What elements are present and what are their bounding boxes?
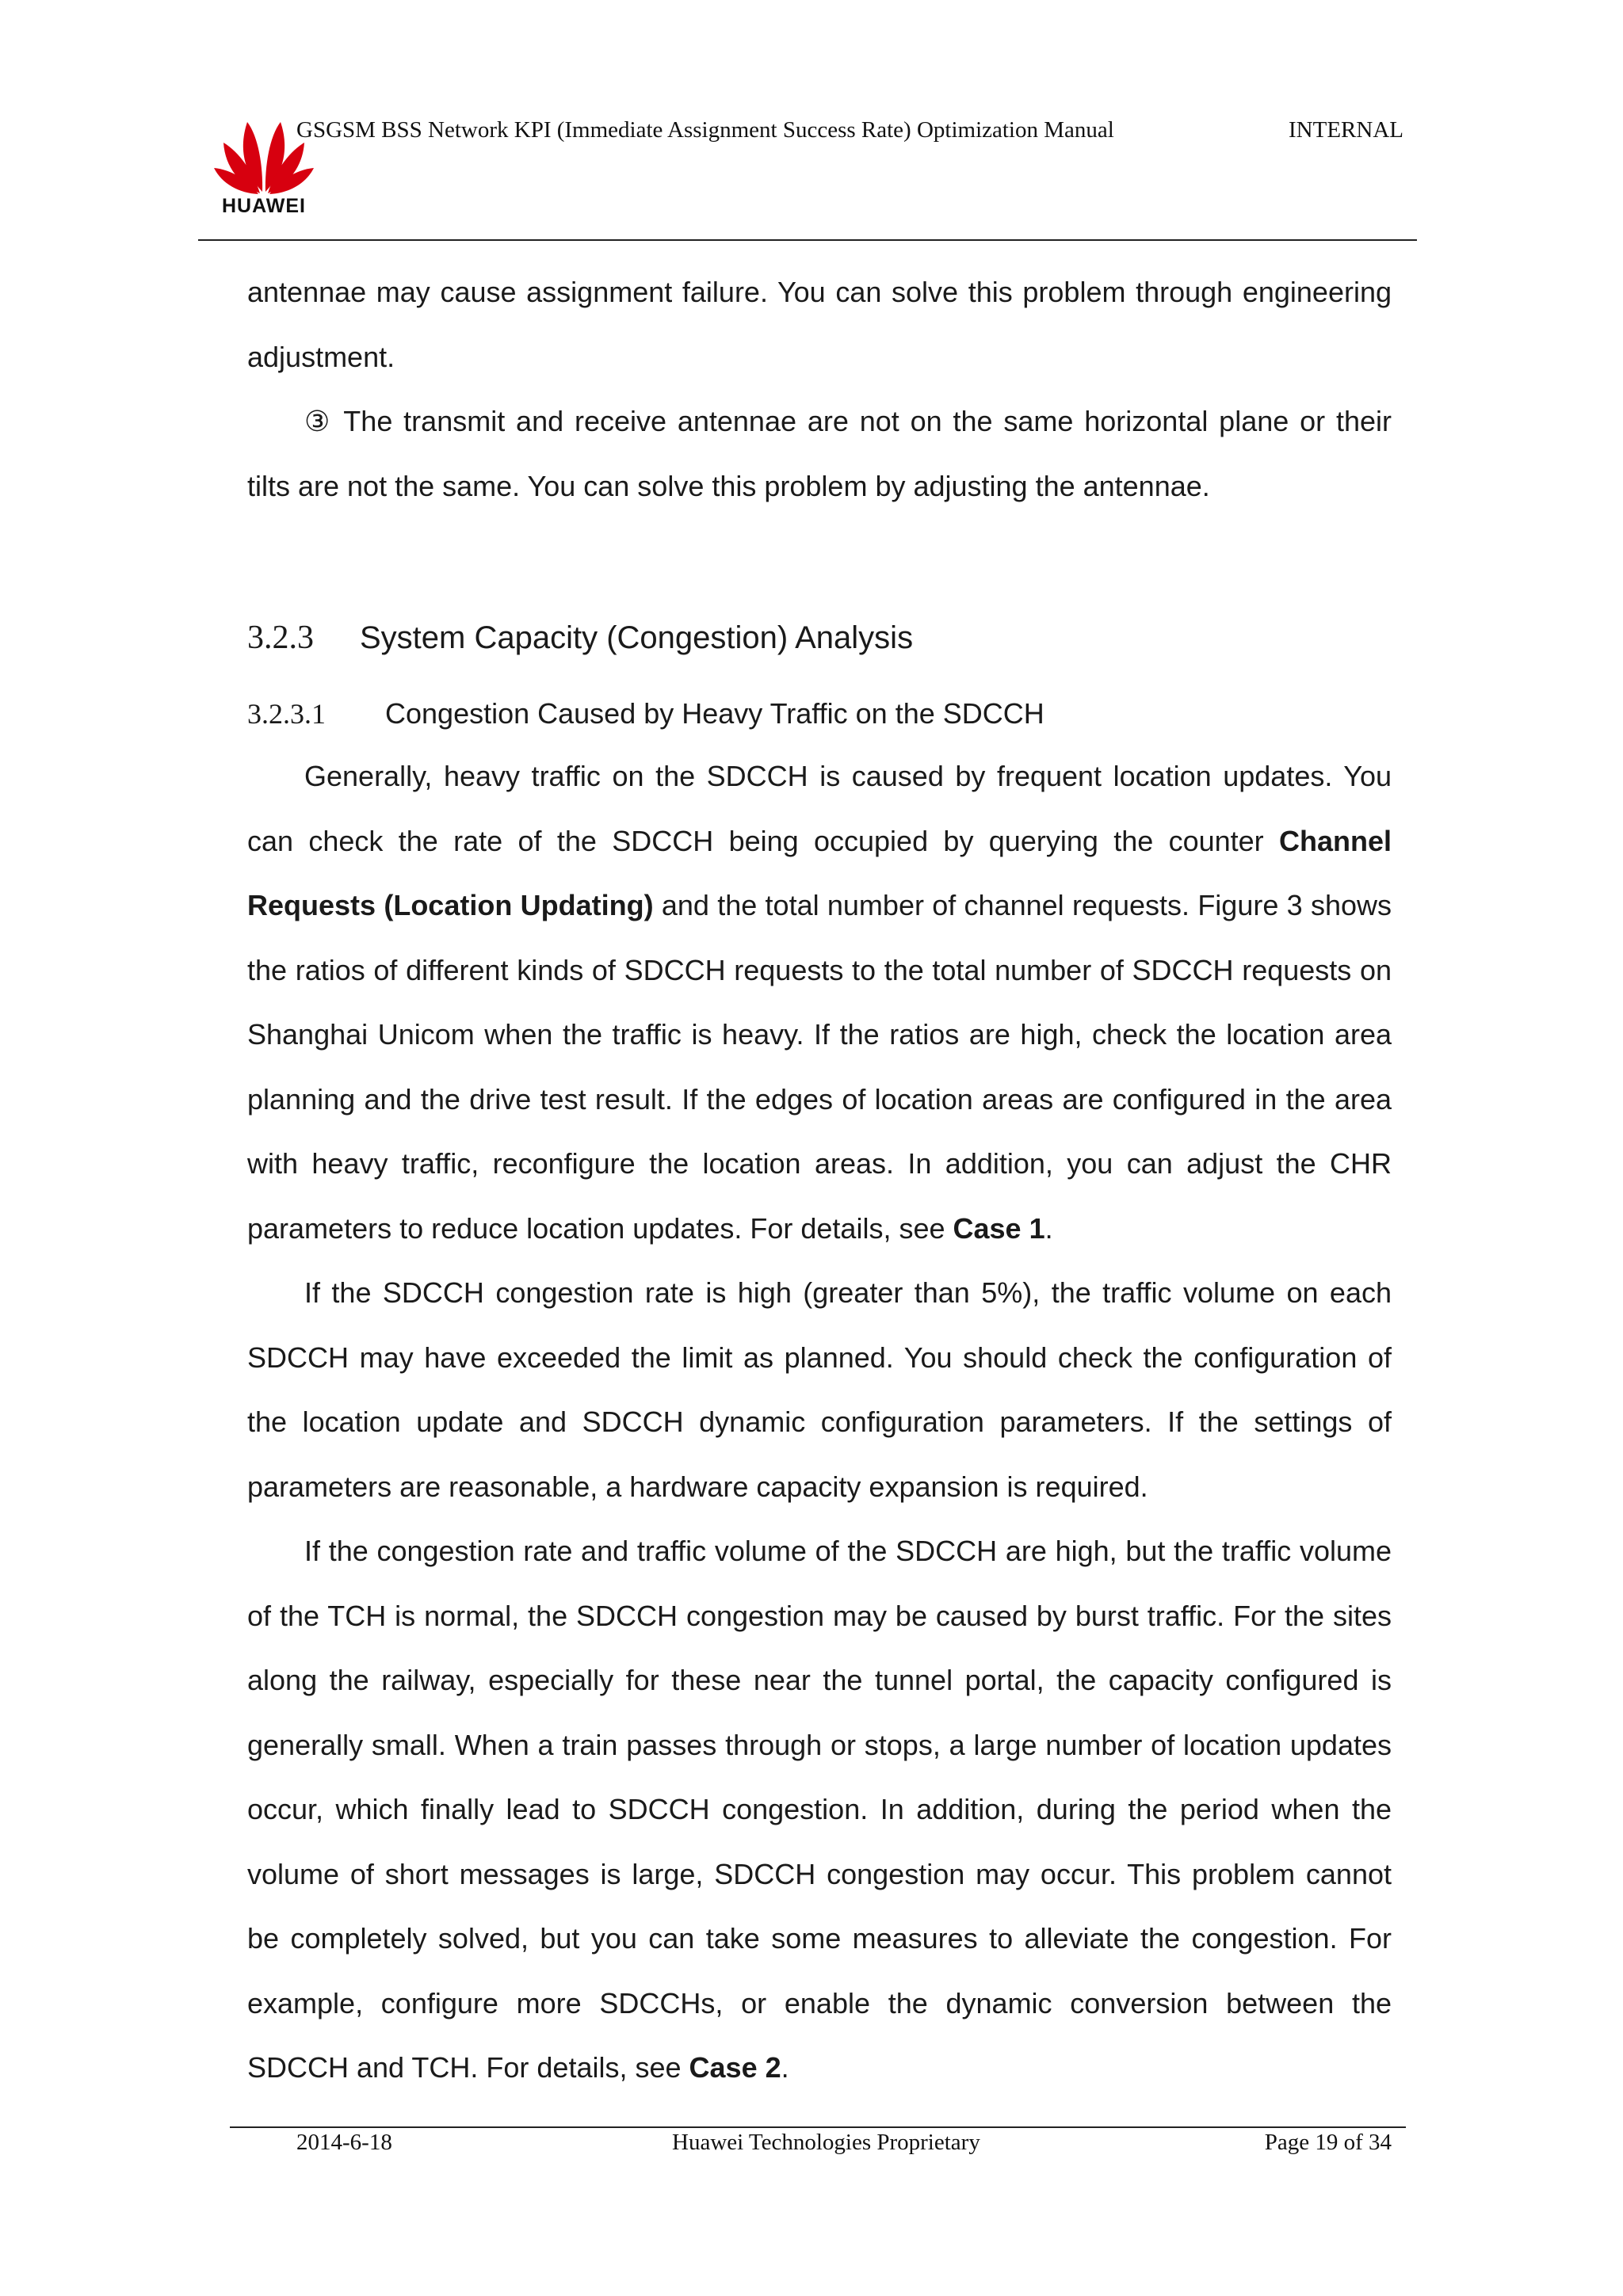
p3-text-a: If the congestion rate and traffic volume of the SDCCH are high, but the traffic volume of the TCH is normal, the SDCCH congestion may be caused by burst traffic. For the sites along the railway, especially for these near the tunnel portal, the capacity configured is generally small. When a train passes through or stops, a large number of location updates occur, which finally lead to SDCCH congestion. In addition, during the period when the volume of short messages is large, SDCCH congestion may occur. This problem cannot be completely solved, but you can take some measures to alleviate the congestion. For example, configure more SDCCHs, or enable the dynamic conversion between the SDCCH and TCH. For details, see <box>247 1535 1392 2084</box>
subsection-title: Congestion Caused by Heavy Traffic on the SDCCH <box>385 697 1044 730</box>
section-title: System Capacity (Congestion) Analysis <box>360 620 914 655</box>
p1-text-c: and the total number of channel requests. Figure 3 shows the ratios of different kinds of SDCCH requests to the total number of SDCCH requests on Shanghai Unicom when the traffic is heavy. If the ratios are high, check the location area planning and the drive test result. If the edges of location areas are configured in the area with heavy traffic, reconfigure the location areas. In addition, you can adjust the CHR parameters to reduce location updates. For details, see <box>247 889 1392 1245</box>
p1-text-a: Generally, heavy traffic on the SDCCH is caused by frequent location updates. You can check the rate of the SDCCH being occupied by querying the counter <box>247 760 1392 857</box>
intro-text <box>247 260 1392 518</box>
section-number: 3.2.3 <box>247 620 314 656</box>
p1-text-e: . <box>1044 1211 1053 1245</box>
body-paragraph-2: If the SDCCH congestion rate is high (greater than 5%), the traffic volume on each SDCCH may have exceeded the limit as planned. You should check the configuration of the location update and SDCCH dynamic configuration parameters. If the settings of parameters are reasonable, a hardware capacity expansion is required. <box>247 1276 1392 1503</box>
body-paragraph-1 <box>247 744 1392 1261</box>
p3-text-c: . <box>781 2051 789 2084</box>
intro-paragraph-1: antennae may cause assignment failure. You can solve this problem through engineering adjustment. <box>247 276 1392 373</box>
intro-paragraph-2: ③ The transmit and receive antennae are not on the same horizontal plane or their tilts are not the same. You can solve this problem by adjusting the antennae. <box>247 405 1392 502</box>
section-heading <box>247 612 913 663</box>
header-title: GSGSM BSS Network KPI (Immediate Assignment Success Rate) Optimization Manual <box>296 117 1114 143</box>
subsection-number: 3.2.3.1 <box>247 698 326 730</box>
footer-divider <box>230 2126 1406 2128</box>
footer-proprietary: Huawei Technologies Proprietary <box>672 2130 980 2155</box>
p3-case-ref: Case 2 <box>689 2051 781 2084</box>
header-classification: INTERNAL <box>1289 117 1403 143</box>
body-paragraph-3 <box>247 1519 1392 2100</box>
section-body <box>247 744 1392 2100</box>
p1-counter-name: Channel Requests (Location Updating) <box>247 824 1392 921</box>
footer-page-number: Page 19 of 34 <box>1264 2130 1392 2155</box>
p1-case-ref: Case 1 <box>953 1211 1045 1245</box>
header-divider <box>198 239 1417 241</box>
logo-wordmark: HUAWEI <box>222 195 306 217</box>
subsection-heading <box>247 694 1044 734</box>
footer-date: 2014-6-18 <box>296 2130 392 2155</box>
